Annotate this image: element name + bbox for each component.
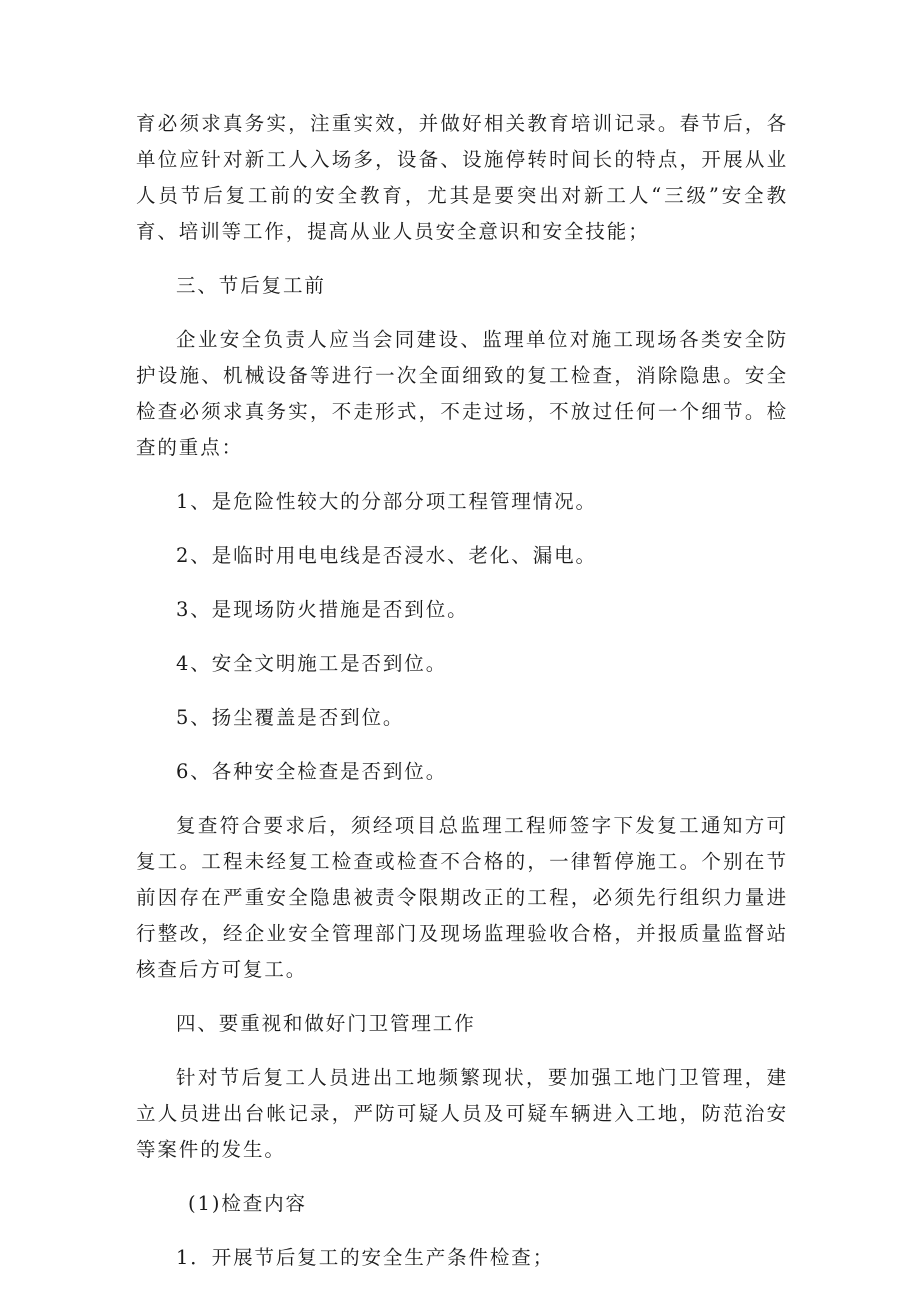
paragraph-education: 育必须求真务实，注重实效，并做好相关教育培训记录。春节后，各单位应针对新工人入场多，设备、设施停转时间长的特点，开展从业人员节后复工前的安全教育，尤其是要突出对新工人“三级”安全教育、培训等工作，提高从业人员安全意识和安全技能；: [136, 112, 788, 243]
list-item-1: 1、是危险性较大的分部分项工程管理情况。: [176, 490, 597, 513]
sub-heading-check-content: (1)检查内容: [188, 1192, 307, 1215]
paragraph-recheck: 复查符合要求后，须经项目总监理工程师签字下发复工通知方可复工。工程未经复工检查或检查不合格的，一律暂停施工。个别在节前因存在严重安全隐患被责令限期改正的工程，必须先行组织力量进行整改，经企业安全管理部门及现场监理验收合格，并报质量监督站核查后方可复工。: [136, 814, 788, 981]
section-heading-3: 三、节后复工前: [176, 274, 326, 297]
document-body: [136, 106, 788, 1276]
paragraph-gate-management: 针对节后复工人员进出工地频繁现状，要加强工地门卫管理，建立人员进出台帐记录，严防可疑人员及可疑车辆进入工地，防范治安等案件的发生。: [136, 1066, 788, 1161]
paragraph-inspection: 企业安全负责人应当会同建设、监理单位对施工现场各类安全防护设施、机械设备等进行一次全面细致的复工检查，消除隐患。安全检查必须求真务实，不走形式，不走过场，不放过任何一个细节。检查的重点：: [136, 328, 788, 459]
sub-item-1: 1．开展节后复工的安全生产条件检查；: [176, 1246, 555, 1269]
list-item-5: 5、扬尘覆盖是否到位。: [176, 706, 405, 729]
section-heading-4: 四、要重视和做好门卫管理工作: [176, 1012, 476, 1035]
list-item-2: 2、是临时用电电线是否浸水、老化、漏电。: [176, 544, 597, 567]
list-item-4: 4、安全文明施工是否到位。: [176, 652, 448, 675]
list-item-6: 6、各种安全检查是否到位。: [176, 760, 448, 783]
list-item-3: 3、是现场防火措施是否到位。: [176, 598, 469, 621]
